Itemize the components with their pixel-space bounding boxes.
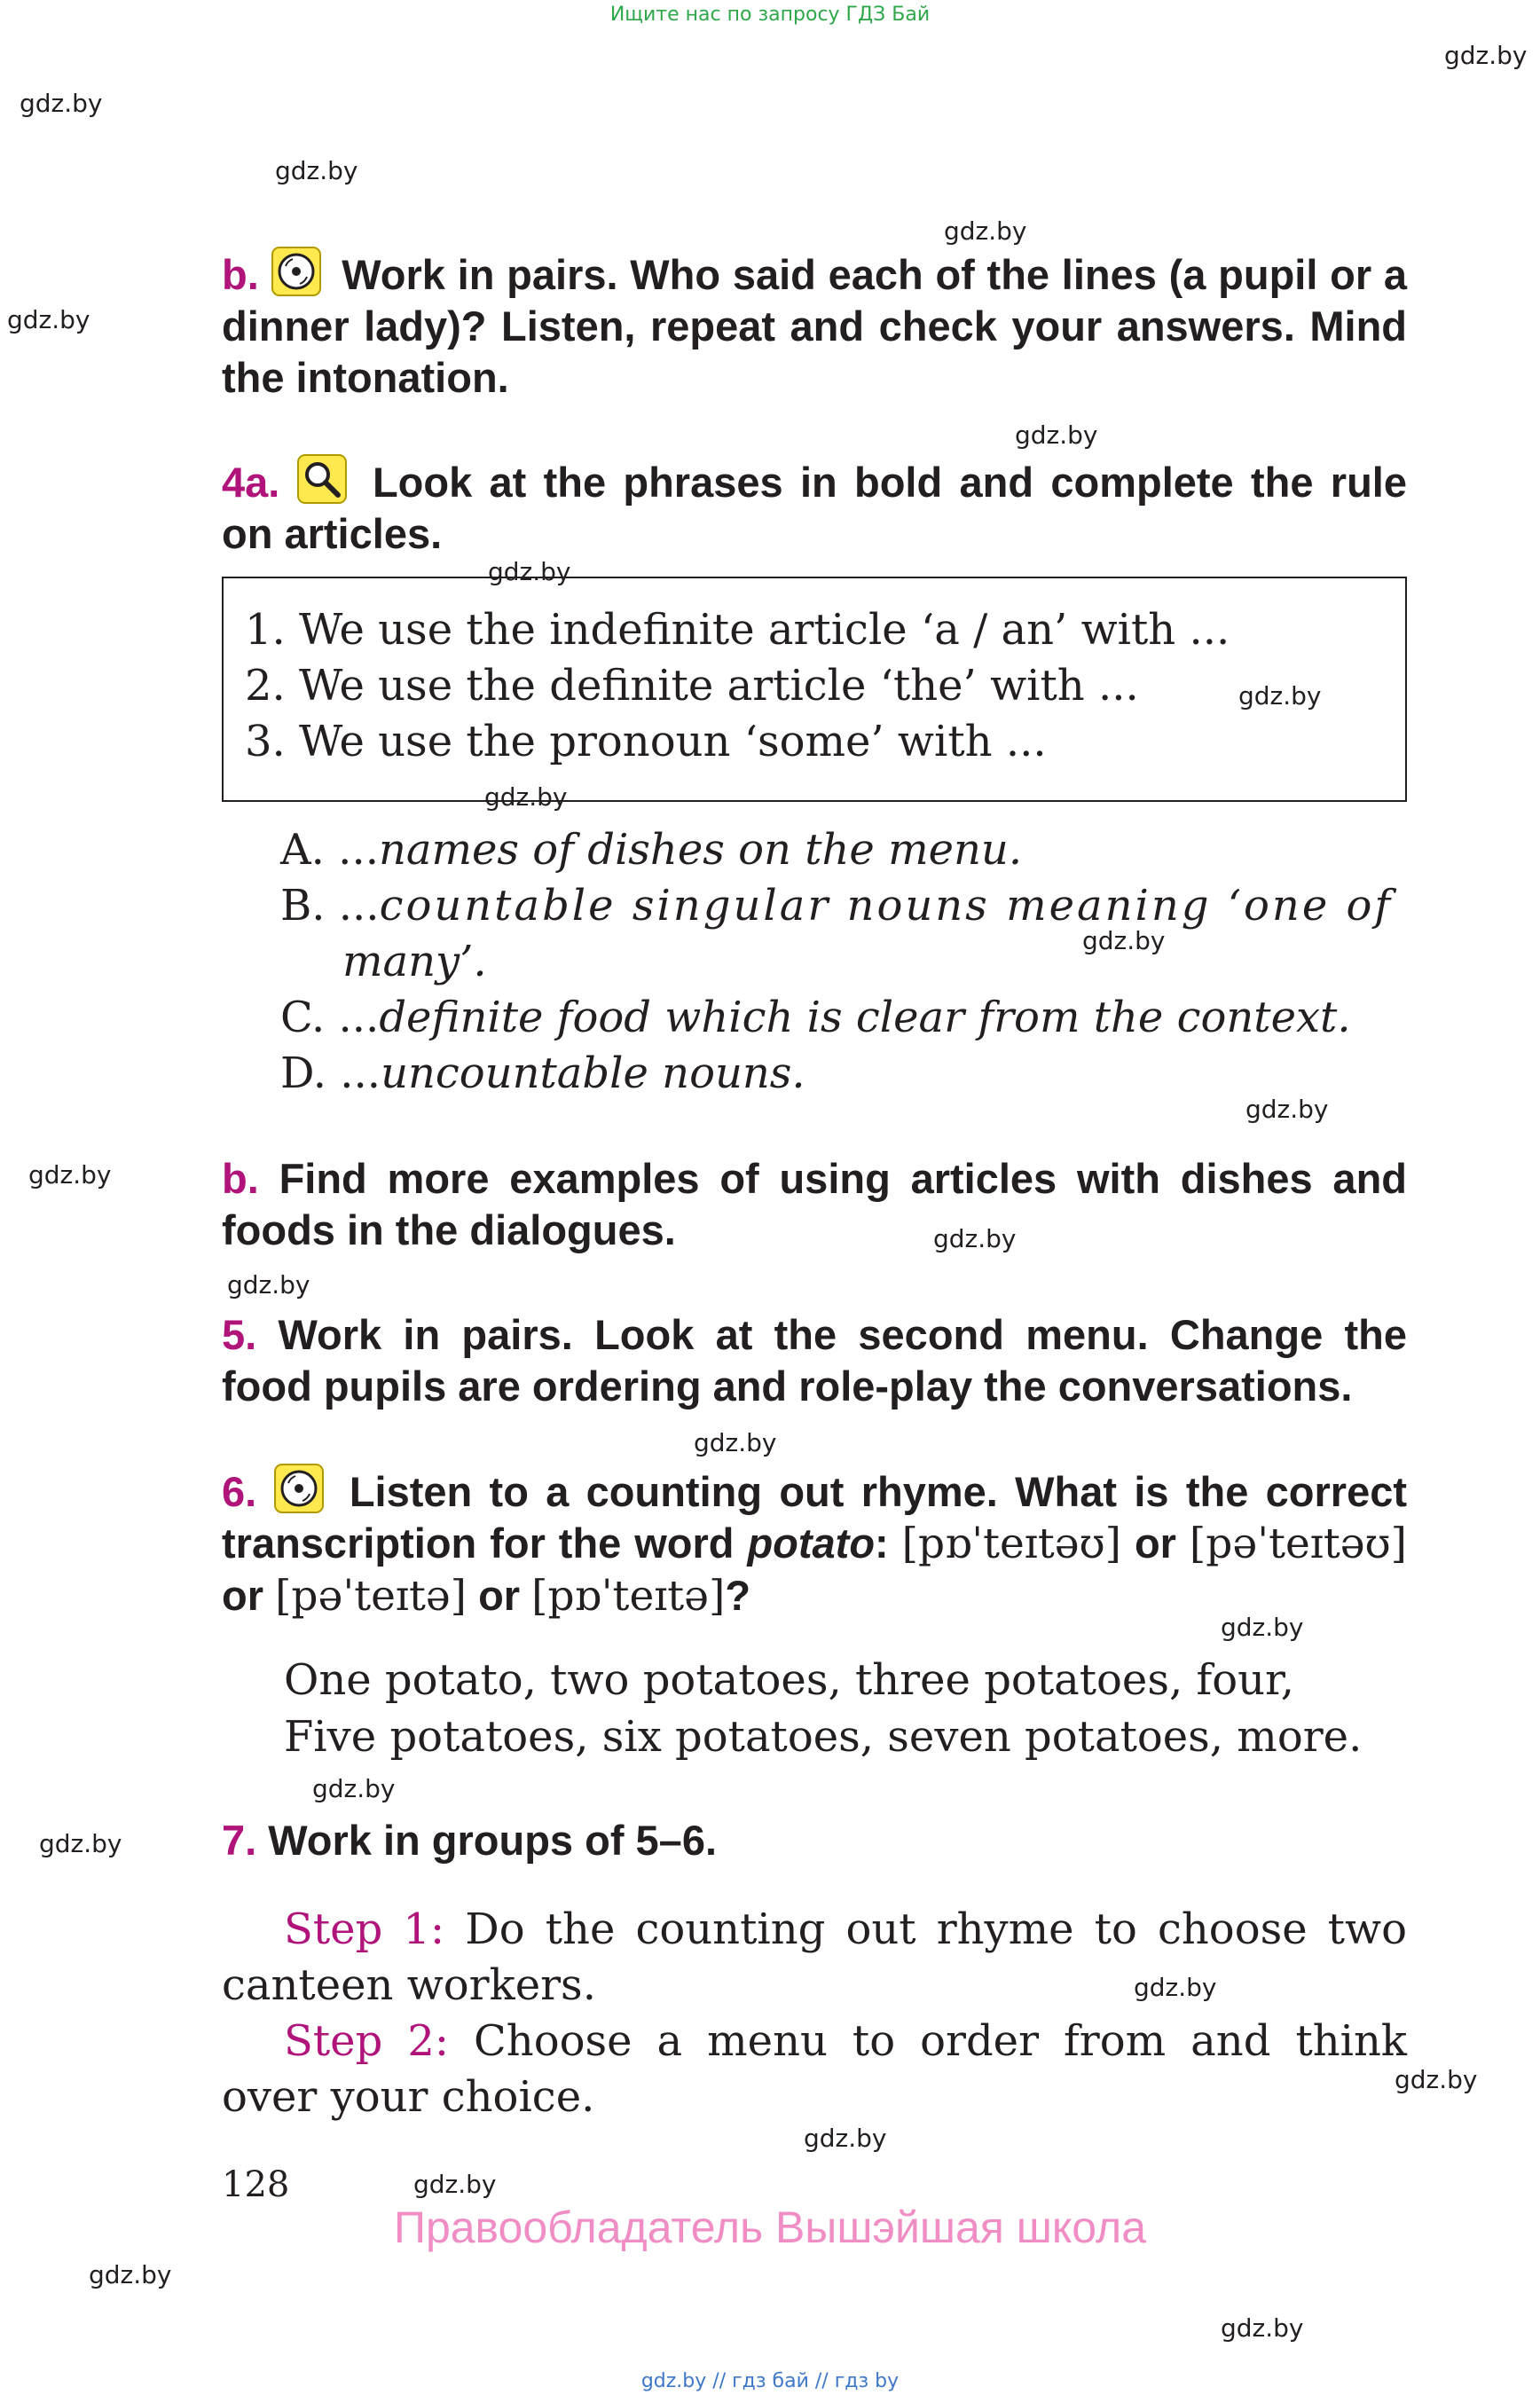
exercise-text: Find more examples of using articles with dishes and foods in the dialogues.: [222, 1155, 1407, 1253]
exercise-text: Work in groups of 5–6.: [268, 1817, 718, 1864]
exercise-text: Look at the phrases in bold and complete the rule on articles.: [222, 459, 1407, 557]
option-c: [280, 993, 1351, 1042]
watermark: gdz.by: [7, 305, 90, 334]
step-text: Do the counting out rhyme to choose two canteen workers.: [222, 1904, 1408, 2010]
or-word: or: [222, 1572, 263, 1619]
option-a: [280, 825, 1022, 875]
watermark: gdz.by: [1221, 1613, 1304, 1642]
footer-links[interactable]: gdz.by // гдз бай // гдз by: [640, 2370, 900, 2392]
rule-line: 3. We use the pronoun ‘some’ with ...: [245, 717, 1047, 766]
rule-line: 1. We use the indefinite article ‘a / an’ with ...: [245, 605, 1230, 655]
magnifier-icon: [297, 454, 347, 504]
watermark: gdz.by: [1444, 41, 1528, 70]
rhyme-line: One potato, two potatoes, three potatoes, four,: [284, 1655, 1294, 1705]
transcription: [pɒˈteɪtəʊ]: [901, 1520, 1122, 1568]
exercise-number: 5.: [222, 1311, 257, 1358]
option-d: [280, 1048, 805, 1098]
watermark: gdz.by: [413, 2170, 497, 2199]
watermark: gdz.by: [933, 1224, 1017, 1253]
step-2: [222, 2014, 1407, 2125]
exercise-text: Listen to a counting out rhyme. What is the correct transcription for the word: [222, 1468, 1407, 1567]
exercise-number: 4a.: [222, 459, 280, 506]
exercise-number: 7.: [222, 1817, 257, 1864]
exercise-4b: [222, 1153, 1407, 1256]
exercise-number: b.: [222, 251, 259, 298]
option-text: many’.: [342, 937, 487, 986]
exercise-text: Work in pairs. Who said each of the lines (a pupil or a dinner lady)? Listen, repeat and check your answers. Mind the intonation.: [222, 251, 1408, 401]
exercise-number: b.: [222, 1155, 259, 1202]
watermark: gdz.by: [1221, 2313, 1304, 2343]
page-number: 128: [222, 2164, 290, 2205]
transcription: [pɒˈteɪtə]: [531, 1572, 726, 1621]
exercise-7: [222, 1815, 1407, 1866]
search-hint: Ищите нас по запросу ГДЗ Бай: [609, 4, 931, 26]
target-word: potato: [747, 1520, 876, 1567]
audio-cd-icon: [274, 1464, 324, 1513]
exercise-5: [222, 1309, 1407, 1412]
exercise-text: Work in pairs. Look at the second menu. Change the food pupils are ordering and role-play the conversations.: [222, 1311, 1407, 1410]
step-1: [222, 1902, 1407, 2014]
or-word: or: [1134, 1520, 1176, 1567]
option-text: uncountable nouns.: [381, 1048, 805, 1098]
watermark: gdz.by: [20, 89, 103, 118]
rule-line: 2. We use the definite article ‘the’ with ...: [245, 661, 1139, 711]
transcription: [pəˈteɪtəʊ]: [1189, 1520, 1407, 1568]
watermark: gdz.by: [28, 1160, 112, 1190]
audio-cd-icon: [271, 247, 321, 296]
transcription: [pəˈteɪtə]: [275, 1572, 467, 1621]
watermark: gdz.by: [1238, 681, 1322, 711]
option-text: names of dishes on the menu.: [378, 825, 1023, 875]
watermark: gdz.by: [275, 156, 358, 185]
option-letter: B. ...: [280, 881, 380, 931]
question-mark: ?: [725, 1572, 751, 1619]
rhyme-line: Five potatoes, six potatoes, seven potatoes, more.: [284, 1712, 1363, 1762]
option-b-continuation: [342, 937, 487, 986]
or-word: or: [478, 1572, 521, 1619]
step-label: Step 2:: [284, 2016, 450, 2066]
exercise-3b: [222, 247, 1407, 404]
watermark: gdz.by: [312, 1774, 396, 1803]
option-letter: A. ...: [280, 825, 379, 875]
watermark: gdz.by: [227, 1270, 310, 1300]
option-letter: D. ...: [280, 1048, 381, 1098]
watermark: gdz.by: [1015, 420, 1098, 450]
watermark: gdz.by: [89, 2260, 172, 2289]
step-label: Step 1:: [284, 1904, 445, 1954]
rights-holder: Правообладатель Вышэйшая школа: [394, 2203, 1146, 2252]
exercise-6: [222, 1464, 1407, 1622]
option-b: [280, 881, 1407, 931]
watermark: gdz.by: [1395, 2065, 1478, 2094]
watermark: gdz.by: [1082, 926, 1166, 955]
watermark: gdz.by: [484, 782, 568, 812]
watermark: gdz.by: [1134, 1973, 1217, 2002]
option-text: countable singular nouns meaning ‘one of: [379, 881, 1394, 931]
watermark: gdz.by: [39, 1829, 122, 1858]
watermark: gdz.by: [488, 557, 571, 586]
watermark: gdz.by: [1245, 1095, 1329, 1124]
option-letter: C. ...: [280, 993, 380, 1042]
watermark: gdz.by: [804, 2124, 887, 2153]
watermark: gdz.by: [944, 216, 1027, 246]
exercise-4a: [222, 454, 1407, 560]
watermark: gdz.by: [694, 1428, 777, 1457]
option-text: definite food which is clear from the context.: [379, 993, 1351, 1042]
step-text: Choose a menu to order from and think over your choice.: [222, 2016, 1407, 2122]
colon: :: [875, 1520, 889, 1567]
exercise-number: 6.: [222, 1468, 257, 1515]
